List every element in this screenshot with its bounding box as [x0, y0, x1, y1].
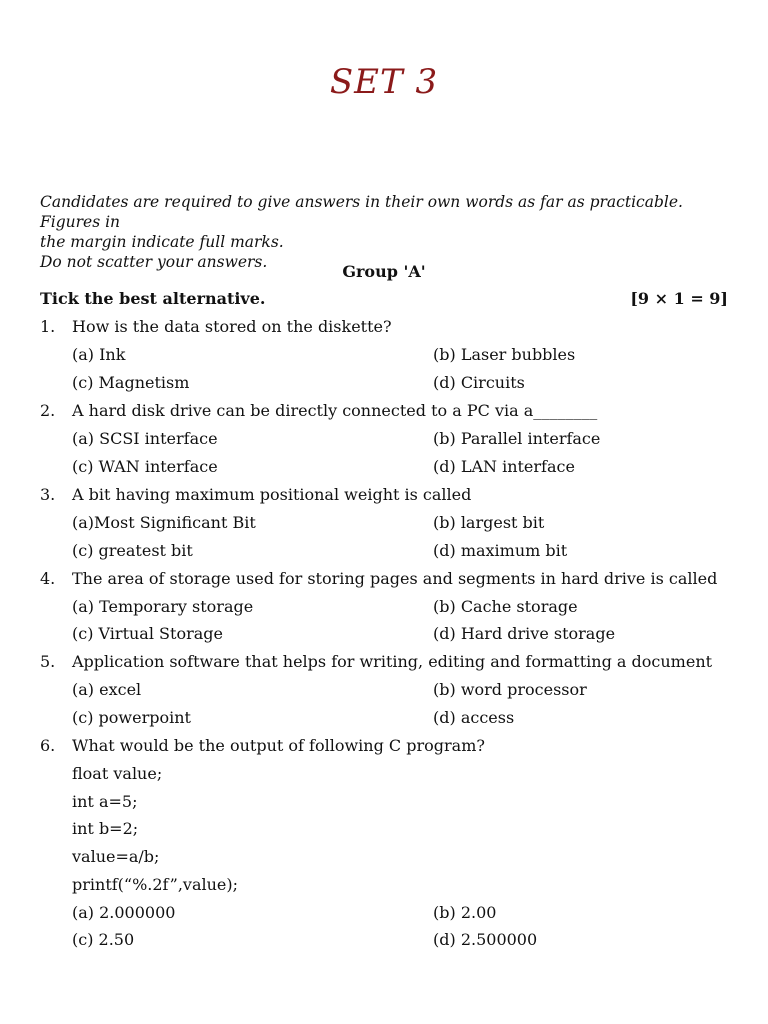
section-marks: [9 × 1 = 9]	[630, 289, 728, 308]
option: (c) powerpoint	[72, 708, 191, 727]
option: (b) Laser bubbles	[433, 345, 576, 364]
option: (d) Hard drive storage	[433, 624, 616, 643]
option: (a) Temporary storage	[72, 597, 254, 616]
question-number: 3.	[40, 485, 56, 504]
question-number: 4.	[40, 569, 56, 588]
question-number: 6.	[40, 736, 56, 755]
question-number: 2.	[40, 401, 56, 420]
option: (c) greatest bit	[72, 541, 193, 560]
option: (c) Virtual Storage	[72, 624, 223, 643]
code-line: int a=5;	[72, 792, 138, 811]
option: (d) access	[433, 708, 515, 727]
question-number: 5.	[40, 652, 56, 671]
option: (d) maximum bit	[433, 541, 568, 560]
option: (b) 2.00	[433, 903, 497, 922]
question-text: How is the data stored on the diskette?	[72, 317, 392, 336]
instructions-line-1: Candidates are required to give answers in their own words as far as practicable. Figures in	[40, 193, 683, 231]
option: (a) 2.000000	[72, 903, 176, 922]
option: (a) excel	[72, 680, 142, 699]
option: (b) largest bit	[433, 513, 545, 532]
page-title: SET 3	[329, 62, 439, 102]
option: (d) LAN interface	[433, 457, 575, 476]
option: (d) Circuits	[433, 373, 525, 392]
code-line: float value;	[72, 764, 163, 783]
option: (c) 2.50	[72, 930, 135, 949]
instructions-line-3: Do not scatter your answers.	[40, 253, 268, 271]
option: (b) Cache storage	[433, 597, 578, 616]
option: (a) Ink	[72, 345, 126, 364]
code-line: int b=2;	[72, 819, 139, 838]
option: (d) 2.500000	[433, 930, 538, 949]
question-text: What would be the output of following C program?	[72, 736, 485, 755]
instructions-line-2: the margin indicate full marks.	[40, 233, 284, 251]
group-heading: Group 'A'	[342, 262, 426, 281]
option: (a)Most Significant Bit	[72, 513, 256, 532]
code-line: value=a/b;	[72, 847, 160, 866]
option: (b) word processor	[433, 680, 587, 699]
option: (a) SCSI interface	[72, 429, 218, 448]
question-text: A hard disk drive can be directly connected to a PC via a________	[72, 401, 598, 420]
option: (c) Magnetism	[72, 373, 190, 392]
question-text: A bit having maximum positional weight is called	[72, 485, 472, 504]
question-text: The area of storage used for storing pages and segments in hard drive is called	[72, 569, 718, 588]
section-label: Tick the best alternative.	[40, 289, 266, 308]
option: (b) Parallel interface	[433, 429, 601, 448]
instructions	[40, 192, 730, 272]
option: (c) WAN interface	[72, 457, 218, 476]
code-line: printf(“%.2f”,value);	[72, 875, 239, 894]
question-text: Application software that helps for writing, editing and formatting a document	[72, 652, 713, 671]
section-header	[40, 289, 728, 308]
question-number: 1.	[40, 317, 56, 336]
